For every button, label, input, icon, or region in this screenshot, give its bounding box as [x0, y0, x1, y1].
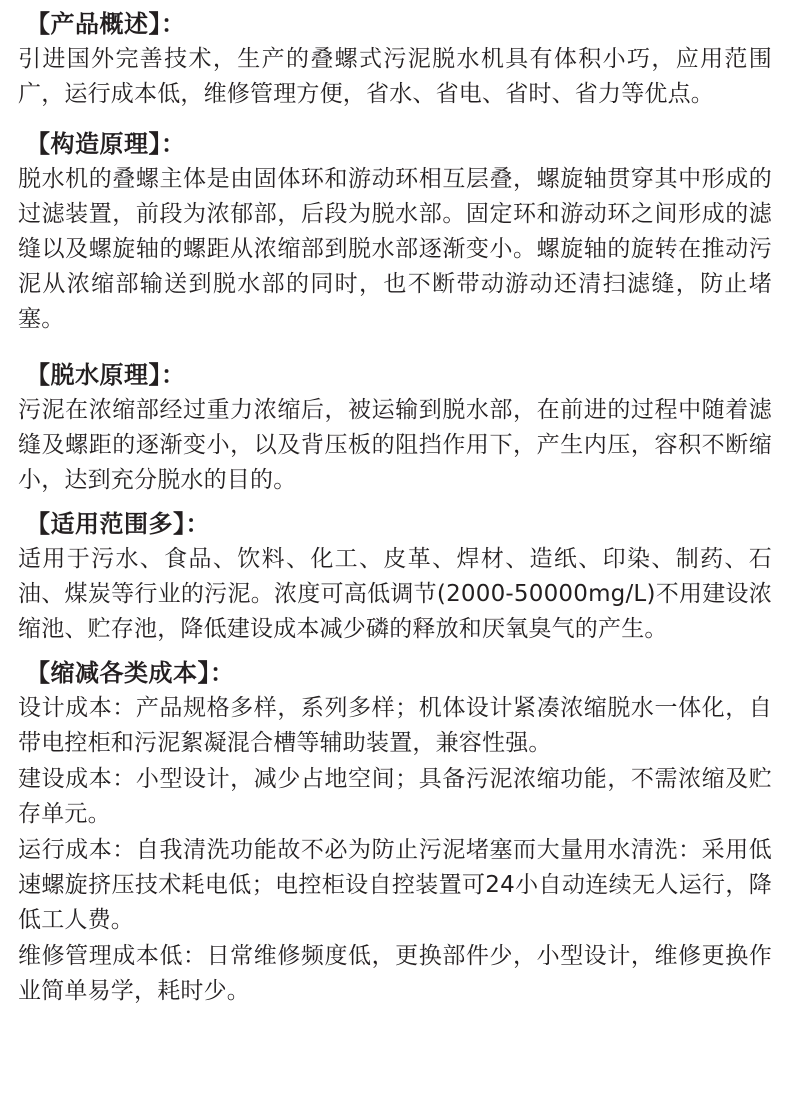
section-heading: 【缩减各类成本】： [26, 659, 235, 688]
section-heading: 【构造原理】： [26, 130, 186, 159]
section-paragraph: 运行成本：自我清洗功能故不必为防止污泥堵塞而大量用水清洗：采用低速螺旋挤压技术耗电低；电控柜设自控装置可24小自动连续无人运行，降低工人费。 [18, 836, 772, 933]
spacer [18, 649, 772, 657]
section-heading: 【脱水原理】： [26, 360, 186, 389]
section-heading: 【适用范围多】： [26, 510, 210, 538]
section-application-scope [18, 508, 772, 647]
section-heading: 【产品概述】： [26, 10, 186, 38]
spacer [18, 114, 772, 128]
section-paragraph: 脱水机的叠螺主体是由固体环和游动环相互层叠，螺旋轴贯穿其中形成的过滤装置，前段为浓郁部，后段为脱水部。固定环和游动环之间形成的滤缝以及螺旋轴的螺距从浓缩部到脱水部逐渐变小。螺旋轴的旋转在推动污泥从浓缩部输送到脱水部的同时，也不断带动游动还清扫滤缝，防止堵塞。 [18, 166, 772, 333]
section-paragraph: 污泥在浓缩部经过重力浓缩后，被运输到脱水部，在前进的过程中随着滤缝及螺距的逐渐变小，以及背压板的阻挡作用下，产生内压，容积不断缩小，达到充分脱水的目的。 [18, 397, 772, 494]
section-paragraph: 引进国外完善技术，生产的叠螺式污泥脱水机具有体积小巧，应用范围广，运行成本低，维修管理方便，省水、省电、省时、省力等优点。 [18, 46, 772, 108]
section-structure-principle [18, 128, 772, 337]
spacer [18, 339, 772, 359]
spacer [18, 500, 772, 508]
section-cost-reduction [18, 657, 772, 1009]
section-paragraph: 维修管理成本低：日常维修频度低，更换部件少，小型设计，维修更换作业简单易学，耗时少。 [18, 942, 772, 1004]
section-paragraph: 设计成本：产品规格多样，系列多样；机体设计紧凑浓缩脱水一体化，自带电控柜和污泥絮凝混合槽等辅助装置，兼容性强。 [18, 695, 772, 757]
section-product-overview [18, 8, 772, 112]
section-paragraph: 适用于污水、食品、饮料、化工、皮革、焊材、造纸、印染、制药、石油、煤炭等行业的污泥。浓度可高低调节(2000-50000mg/L)不用建设浓缩池、贮存池，降低建设成本减少磷的释放和厌氧臭气的产生。 [18, 546, 772, 643]
section-dewatering-principle [18, 359, 772, 498]
section-paragraph: 建设成本：小型设计，减少占地空间；具备污泥浓缩功能，不需浓缩及贮存单元。 [18, 766, 772, 828]
